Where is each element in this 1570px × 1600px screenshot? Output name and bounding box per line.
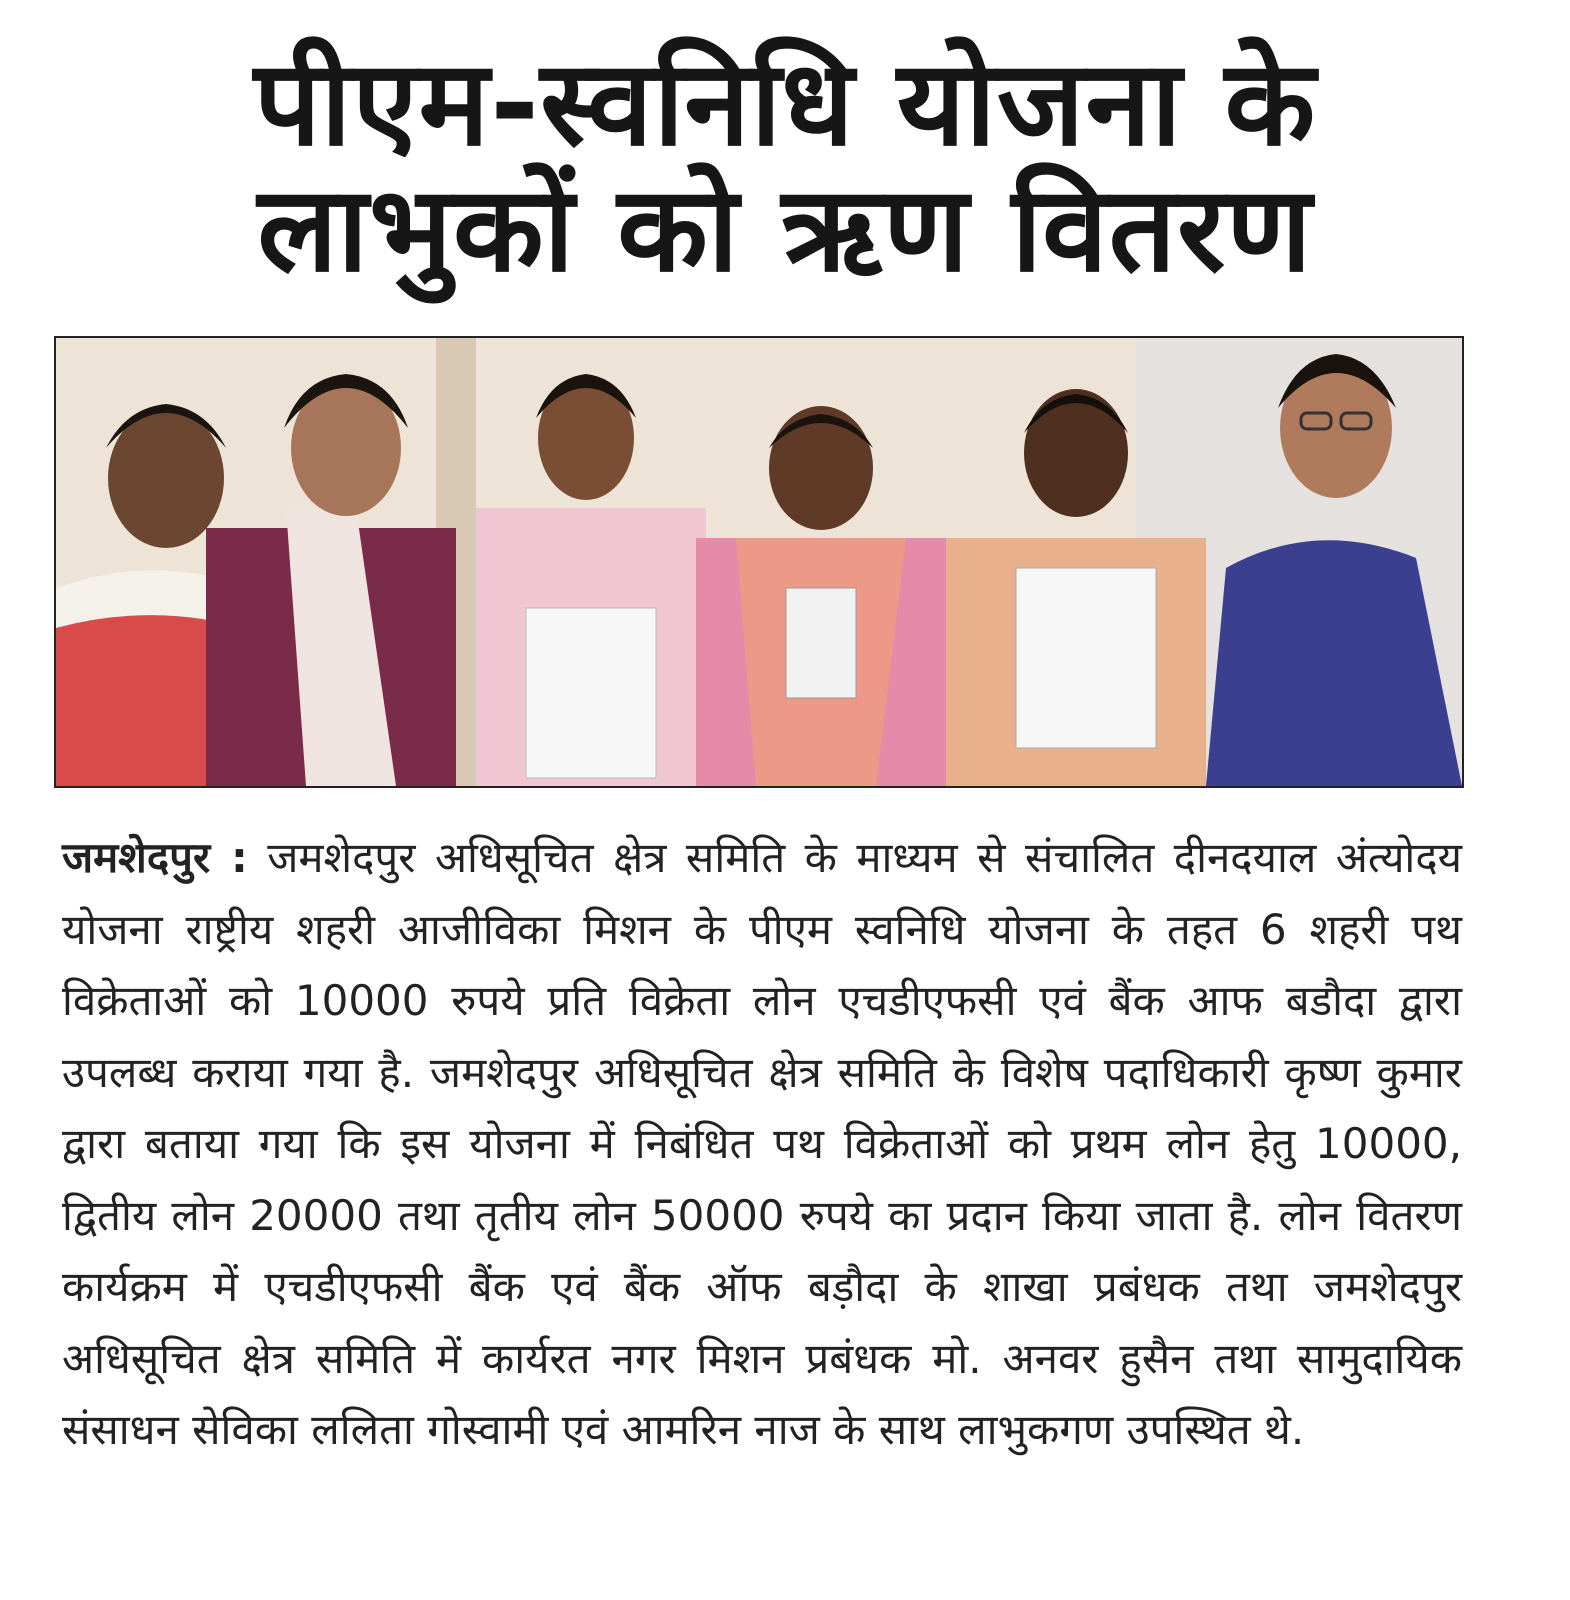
headline [40,34,1530,298]
news-photo [54,336,1464,788]
headline-line-1: पीएम-स्वनिधि योजना के [253,34,1317,172]
photo-beneficiaries-illustration [56,338,1462,786]
article-paragraph [62,822,1462,1466]
article-text: जमशेदपुर अधिसूचित क्षेत्र समिति के माध्यम से संचालित दीनदयाल अंत्योदय योजना राष्ट्रीय शहरी आजीविका मिशन के पीएम स्वनिधि योजना के तहत 6 शहरी पथ विक्रेताओं को 10000 रुपये प्रति विक्रेता लोन एचडीएफसी एवं बैंक आफ बडौदा द्वारा उपलब्ध कराया गया है. जमशेदपुर अधिसूचित क्षेत्र समिति के विशेष पदाधिकारी कृष्ण कुमार द्वारा बताया गया कि इस योजना में निबंधित पथ विक्रेताओं को प्रथम लोन हेतु 10000, द्वितीय लोन 20000 तथा तृतीय लोन 50000 रुपये का प्रदान किया जाता है. लोन वितरण कार्यक्रम में एचडीएफसी बैंक एवं बैंक ऑफ बड़ौदा के शाखा प्रबंधक तथा जमशेदपुर अधिसूचित क्षेत्र समिति में कार्यरत नगर मिशन प्रबंधक मो. अनवर हुसैन तथा सामुदायिक संसाधन सेविका ललिता गोस्वामी एवं आमरिन नाज के साथ लाभुकगण उपस्थित थे. [62,833,1462,1454]
dateline: जमशेदपुर : [62,833,248,882]
headline-line-2: लाभुकों को ऋण वितरण [257,160,1313,298]
article-body [62,822,1462,1466]
